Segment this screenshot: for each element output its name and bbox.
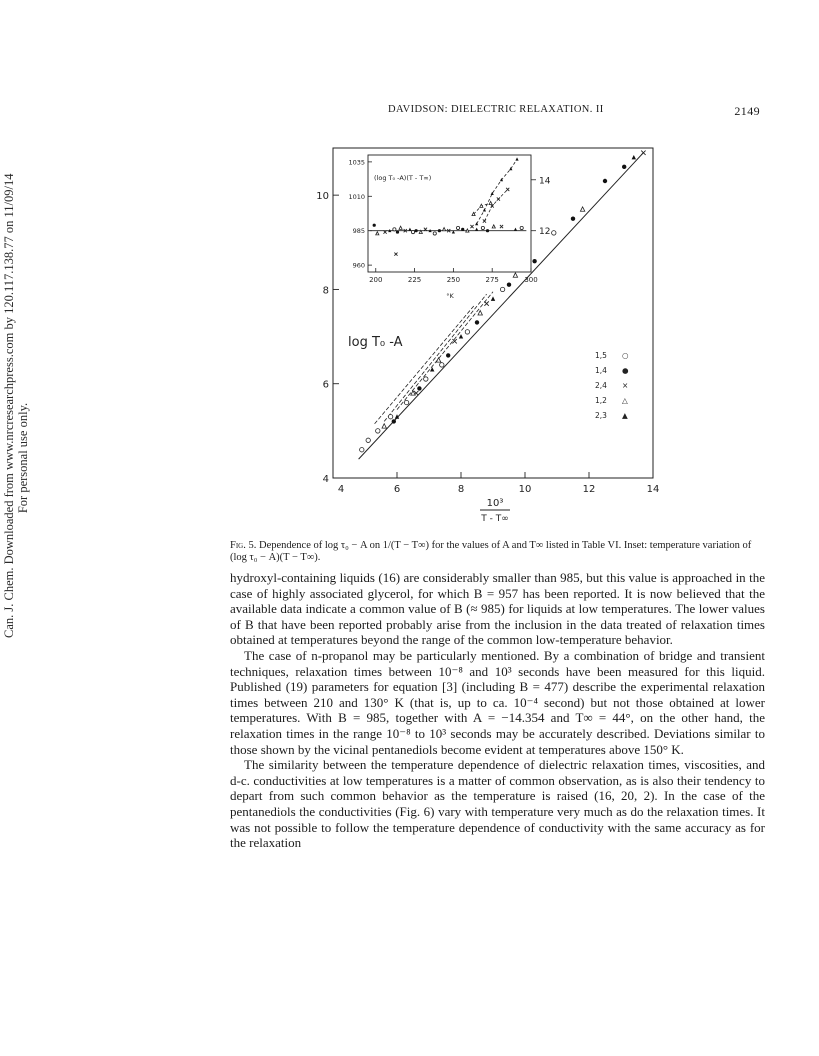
main-point-open-circle bbox=[424, 377, 428, 381]
inset-point bbox=[433, 232, 436, 235]
main-point-open-circle bbox=[552, 231, 556, 235]
main-dashed-line bbox=[375, 306, 474, 424]
main-x-tick-label: 4 bbox=[337, 484, 345, 495]
main-point-open-triangle bbox=[513, 273, 517, 277]
paragraph-2: The case of n-propanol may be particularly mentioned. By a combination of bridge and transient techniques, relaxation times between 10⁻⁸ and 10³ seconds have been measured for this liquid. Published (19) parameters for equation [3] (including B = 477) describe the experimental relaxation times between 210 and 130° K (that is, up to ca. 10⁻⁴ second) but not those obtained at lower temperatures. With B = 985, together with A = −14.354 and T∞ = 44°, on the other hand, the relaxation times in the range 10⁻⁸ to 10³ seconds may be accurately described. Deviations similar to those shown by the vicinal pentanediols become evident at temperatures above 150° K. bbox=[230, 647, 765, 757]
main-dashed-line bbox=[384, 294, 486, 421]
main-dashed-lines bbox=[375, 292, 493, 424]
page-number: 2149 bbox=[734, 104, 760, 118]
inset-x-tick-label: 225 bbox=[407, 276, 422, 284]
main-x-tick-label: 14 bbox=[646, 484, 660, 495]
inset-point bbox=[486, 229, 489, 232]
legend bbox=[595, 351, 629, 420]
inset-point bbox=[393, 228, 396, 231]
inset-point bbox=[520, 226, 523, 229]
main-point-cross bbox=[484, 301, 488, 305]
inset-background bbox=[368, 155, 531, 272]
legend-symbol: ● bbox=[622, 366, 629, 375]
main-y-tick-label: 10 bbox=[316, 191, 329, 203]
inset-point bbox=[461, 228, 464, 231]
main-point-open-triangle bbox=[382, 424, 386, 428]
caption-label: Fig. 5. bbox=[230, 540, 257, 551]
main-point-filled-circle bbox=[507, 283, 511, 287]
main-point-filled-circle bbox=[603, 179, 607, 183]
main-xlabel-top: 10³ bbox=[486, 498, 504, 509]
main-point-open-triangle bbox=[478, 311, 482, 315]
inset-point bbox=[396, 230, 399, 233]
main-point-open-circle bbox=[360, 448, 364, 452]
main-point-cross bbox=[452, 339, 456, 343]
legend-symbol: △ bbox=[622, 396, 628, 405]
legend-label: 2,4 bbox=[595, 381, 607, 390]
inset-xunit: °K bbox=[446, 292, 454, 300]
main-point-open-circle bbox=[376, 429, 380, 433]
main-x-tick-label: 6 bbox=[393, 484, 401, 495]
main-dashed-line bbox=[397, 292, 493, 410]
main-point-open-circle bbox=[440, 363, 444, 367]
legend-label: 1,5 bbox=[595, 351, 607, 360]
paragraph-1: hydroxyl-containing liquids (16) are considerably smaller than 985, but this value is approached in the case of highly associated glycerol, for which B = 957 has been reported. It is now believed that the available data indicate a common value of B (≈ 985) for liquids at low temperatures. The lower values of B that have been reported probably arise from the inclusion in the data treated of relaxation times obtained at temperatures beyond the range of the common low-temperature behavior. bbox=[230, 570, 765, 648]
inset-x-tick-label: 300 bbox=[524, 276, 538, 284]
inset-point bbox=[456, 226, 459, 229]
inset-x-tick-label: 250 bbox=[446, 276, 461, 284]
main-point-open-circle bbox=[500, 287, 504, 291]
download-notice-line1: Can. J. Chem. Downloaded from www.nrcresearchpress.com by 120.117.138.77 on 11/09/14 bbox=[2, 173, 16, 638]
main-x-tick-label: 10 bbox=[518, 484, 532, 495]
main-point-filled-circle bbox=[446, 353, 450, 357]
download-notice-line2: For personal use only. bbox=[16, 402, 30, 514]
inset-point bbox=[411, 230, 414, 233]
main-point-filled-circle bbox=[392, 419, 396, 423]
main-point-open-triangle bbox=[436, 358, 440, 362]
caption-text: Dependence of log τ₀ − A on 1/(T − T∞) for the values of A and T∞ listed in Table VI. Inset: temperature variation of (log τ₀ − A)(T − T∞). bbox=[230, 540, 752, 563]
main-x-tick-label: 8 bbox=[457, 484, 465, 495]
main-point-open-circle bbox=[404, 400, 408, 404]
main-point-filled-triangle bbox=[430, 367, 434, 371]
legend-symbol: ○ bbox=[622, 351, 629, 360]
inset-x-tick-label: 200 bbox=[369, 276, 383, 284]
inset-point bbox=[481, 226, 484, 229]
inset-y2-tick-label: 12 bbox=[539, 227, 551, 238]
main-point-filled-triangle bbox=[491, 296, 495, 300]
inset-y2-tick-label: 14 bbox=[539, 176, 551, 187]
paragraph-3: The similarity between the temperature dependence of dielectric relaxation times, viscosities, and d-c. conductivities at low temperatures is a matter of common observation, as is also their tendency to depart from such common behavior as the temperature is raised (16, 20, 2). In the case of the pentanediols the conductivities (Fig. 6) vary with temperature very much as do the relaxation times. It was not possible to follow the temperature dependence of conductivity with the same accuracy as for the relaxation bbox=[230, 757, 765, 851]
main-y-tick-label: 6 bbox=[322, 379, 329, 391]
body-text bbox=[230, 570, 765, 851]
main-y-tick-label: 8 bbox=[322, 285, 329, 297]
legend-label: 1,4 bbox=[595, 366, 607, 375]
inset-y-tick-label: 960 bbox=[352, 261, 365, 270]
inset-y-tick-label: 1035 bbox=[348, 158, 365, 167]
main-point-open-circle bbox=[366, 438, 370, 442]
running-title: DAVIDSON: DIELECTRIC RELAXATION. II bbox=[388, 104, 604, 115]
main-point-filled-circle bbox=[622, 165, 626, 169]
inset-y-tick-label: 985 bbox=[352, 227, 365, 236]
legend-label: 2,3 bbox=[595, 411, 607, 420]
legend-symbol: ▲ bbox=[622, 411, 628, 420]
main-point-filled-circle bbox=[417, 386, 421, 390]
main-point-cross bbox=[641, 151, 645, 155]
inset-point bbox=[373, 224, 376, 227]
legend-symbol: × bbox=[622, 381, 629, 390]
main-point-filled-triangle bbox=[459, 334, 463, 338]
inset-point bbox=[438, 229, 441, 232]
main-point-filled-circle bbox=[475, 320, 479, 324]
main-point-open-circle bbox=[465, 330, 469, 334]
main-point-open-triangle bbox=[580, 207, 584, 211]
main-ylabel: log T₀ -A bbox=[348, 335, 403, 350]
figure-caption bbox=[230, 540, 765, 564]
inset-x-tick-label: 275 bbox=[485, 276, 499, 284]
inset-point bbox=[415, 229, 418, 232]
main-xlabel-bottom: T - T∞ bbox=[481, 514, 509, 524]
inset-label: (log T₀ -A)(T - T∞) bbox=[374, 174, 432, 182]
main-point-filled-triangle bbox=[632, 155, 636, 159]
legend-label: 1,2 bbox=[595, 396, 607, 405]
main-x-tick-label: 12 bbox=[582, 484, 596, 495]
main-point-open-circle bbox=[388, 415, 392, 419]
main-point-filled-circle bbox=[532, 259, 536, 263]
inset-y-tick-label: 1010 bbox=[348, 192, 365, 201]
inset-plot bbox=[348, 155, 550, 300]
main-y-tick-label: 4 bbox=[322, 474, 329, 485]
main-point-filled-circle bbox=[571, 217, 575, 221]
